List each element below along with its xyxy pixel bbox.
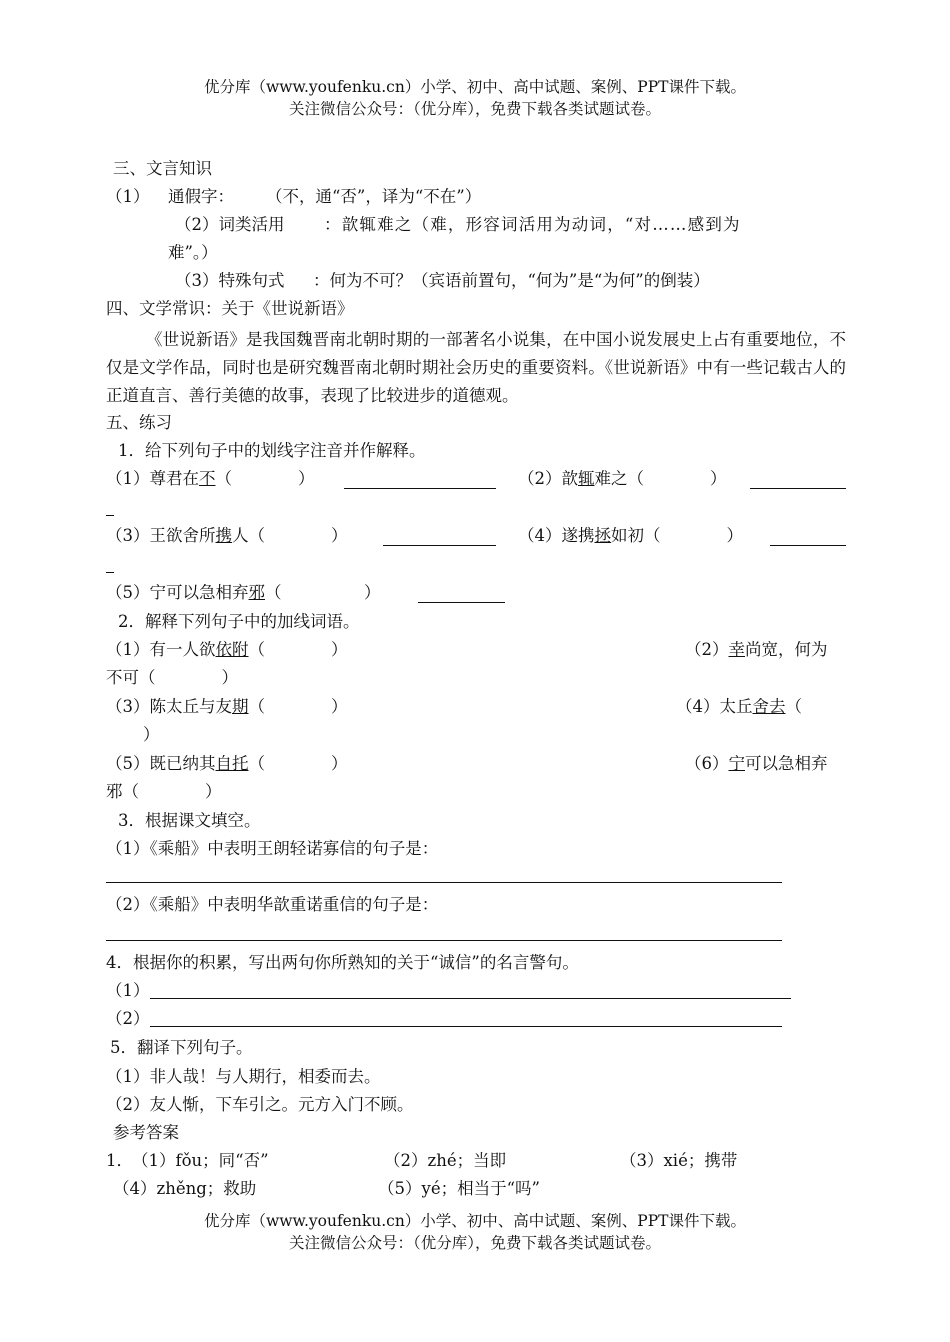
q2-item-5: （5）既已纳其自托（ ） <box>106 754 348 773</box>
q3-item-2: （2）《乘船》中表明华歆重诺重信的句子是： <box>106 895 439 914</box>
sec3-item2-text: ：歆辄难之（难，形容词活用为动词，“对……感到为 <box>324 215 741 234</box>
answers-num: 1． <box>106 1151 133 1170</box>
q1-item-5: （5）宁可以急相弃邪（ ） <box>106 583 381 602</box>
footer-line-2: 关注微信公众号：（优分库），免费下载各类试题试卷。 <box>288 1234 661 1252</box>
answer-4: （4）zhěng；救助 <box>113 1179 257 1198</box>
q5-item-1: （1）非人哉！与人期行，相委而去。 <box>106 1067 381 1086</box>
sec4-paragraph: 《世说新语》是我国魏晋南北朝时期的一部著名小说集，在中国小说发展史上占有重要地位，不仅是文学作品，同时也是研究魏晋南北朝时期社会历史的重要资料。《世说新语》中有一些记载古人的正道直言、善行美德的故事，表现了比较进步的道德观。 <box>106 330 846 405</box>
sec3-item1-note: （不，通“否”，译为“不在”） <box>266 187 482 206</box>
q3-item-1: （1）《乘船》中表明王朗轻诺寡信的句子是： <box>106 839 439 858</box>
q4-item-1: （1） <box>106 981 150 1000</box>
sec3-item2-label: （2）词类活用 <box>175 215 285 234</box>
q3-item-2-answer-line[interactable] <box>106 940 782 941</box>
section-4-title: 四、文学常识：关于《世说新语》 <box>106 299 354 318</box>
answer-2: （2）zhé；当即 <box>384 1151 507 1170</box>
q4-item-2: （2） <box>106 1009 150 1028</box>
answer-1: （1）fǒu；同“否” <box>132 1151 269 1170</box>
q1-item-3-answer-line[interactable] <box>383 545 496 546</box>
q3-item-1-answer-line[interactable] <box>106 882 782 883</box>
q2-item-2: （2）幸尚宽，何为 <box>685 640 828 659</box>
q4-item-1-answer-line[interactable] <box>150 998 791 999</box>
q1-item-2: （2）歆辄难之（ ） <box>518 469 727 488</box>
q1-item-5-answer-line[interactable] <box>418 602 505 603</box>
answer-5: （5）yé；相当于“吗” <box>378 1179 540 1198</box>
sec3-item3-label: （3）特殊句式 <box>175 271 285 290</box>
q1-item-4: （4）遂携拯如初（ ） <box>518 526 743 545</box>
answers-title: 参考答案 <box>113 1123 179 1142</box>
footer-line-1: 优分库（www.youfenku.cn）小学、初中、高中试题、案例、PPT课件下载。 <box>203 1212 747 1230</box>
q2-item-6-cont: 邪（ ） <box>106 782 222 801</box>
q2-item-1: （1）有一人欲依附（ ） <box>106 640 348 659</box>
section-5-title: 五、练习 <box>106 413 172 432</box>
answer-3: （3）xié；携带 <box>620 1151 738 1170</box>
q1-item-2-answer-line[interactable] <box>750 488 846 489</box>
header-line-2: 关注微信公众号：（优分库），免费下载各类试题试卷。 <box>288 100 661 118</box>
section-3-title: 三、文言知识 <box>113 159 212 178</box>
q1-item-4-answer-line-wrap <box>106 572 114 573</box>
q1-item-1-answer-line[interactable] <box>344 488 496 489</box>
q2-item-2-cont: 不可（ ） <box>106 668 238 687</box>
sec3-item2-cont: 难”。） <box>168 243 218 262</box>
q4-prompt: 4．根据你的积累，写出两句你所熟知的关于“诚信”的名言警句。 <box>106 953 579 972</box>
q2-item-4: （4）太丘舍去（ <box>676 697 802 716</box>
q1-item-3: （3）王欲舍所携人（ ） <box>106 526 348 545</box>
sec3-item1-num: （1） <box>106 187 150 206</box>
q3-prompt: 3．根据课文填空。 <box>118 811 261 830</box>
q5-prompt: 5．翻译下列句子。 <box>110 1038 253 1057</box>
q2-item-3: （3）陈太丘与友期（ ） <box>106 697 348 716</box>
q2-item-6: （6）宁可以急相弃 <box>685 754 828 773</box>
sec3-item3-text: ：何为不可？（宾语前置句，“何为”是“为何”的倒装） <box>313 271 710 290</box>
header-line-1: 优分库（www.youfenku.cn）小学、初中、高中试题、案例、PPT课件下载。 <box>203 78 747 96</box>
q1-item-1: （1）尊君在不（ ） <box>106 469 315 488</box>
q2-prompt: 2．解释下列句子中的加线词语。 <box>118 612 360 631</box>
q2-item-4-cont: ） <box>143 725 160 744</box>
q1-item-4-answer-line[interactable] <box>770 545 846 546</box>
q1-item-2-answer-line-wrap <box>106 515 114 516</box>
q1-prompt: 1．给下列句子中的划线字注音并作解释。 <box>118 441 426 460</box>
sec3-item1-label: 通假字： <box>168 187 234 206</box>
q5-item-2: （2）友人惭，下车引之。元方入门不顾。 <box>106 1095 414 1114</box>
q4-item-2-answer-line[interactable] <box>150 1026 782 1027</box>
